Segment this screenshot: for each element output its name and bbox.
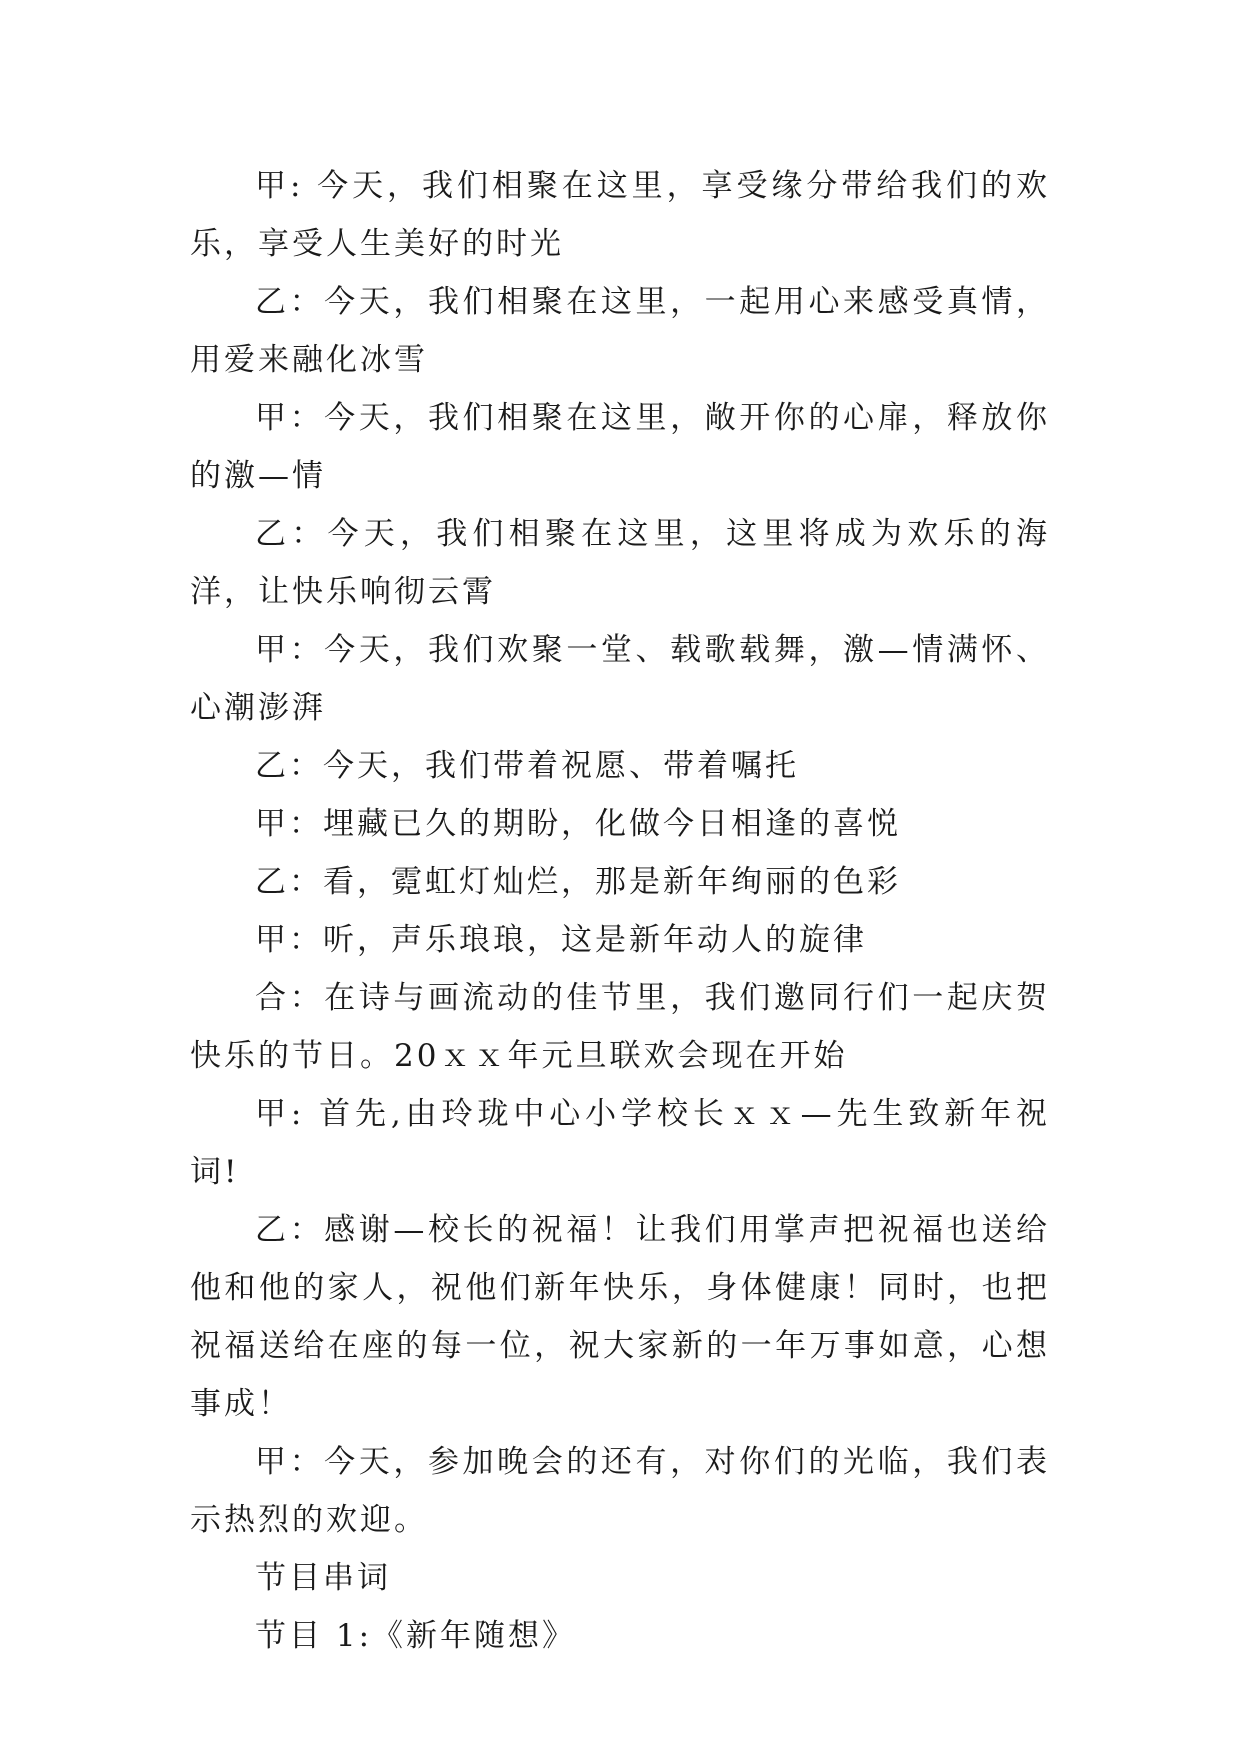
dialogue-line: 甲: 今天，我们相聚在这里，享受缘分带给我们的欢乐，享受人生美好的时光 bbox=[190, 168, 1050, 262]
dialogue-line: 乙：看，霓虹灯灿烂，那是新年绚丽的色彩 bbox=[255, 864, 901, 900]
dialogue-line: 甲：今天，参加晚会的还有，对你们的光临，我们表示热烈的欢迎。 bbox=[190, 1444, 1050, 1538]
dialogue-line: 乙：今天，我们相聚在这里，一起用心来感受真情，用爱来融化冰雪 bbox=[190, 284, 1050, 378]
dialogue-line: 甲：今天，我们欢聚一堂、载歌载舞，激—情满怀、心潮澎湃 bbox=[190, 632, 1050, 726]
dialogue-line: 甲: 首先,由玲珑中心小学校长ｘｘ—先生致新年祝词! bbox=[190, 1096, 1050, 1190]
dialogue-line: 合：在诗与画流动的佳节里，我们邀同行们一起庆贺快乐的节日。20ｘｘ年元旦联欢会现在开始 bbox=[190, 980, 1050, 1074]
section-heading: 节目串词 bbox=[255, 1560, 391, 1596]
dialogue-line: 乙：感谢—校长的祝福！让我们用掌声把祝福也送给他和他的家人，祝他们新年快乐，身体健康！同时，也把祝福送给在座的每一位，祝大家新的一年万事如意，心想事成！ bbox=[190, 1212, 1050, 1422]
dialogue-line: 甲：听，声乐琅琅，这是新年动人的旋律 bbox=[255, 922, 867, 958]
program-item: 节目 1:《新年随想》 bbox=[255, 1618, 577, 1654]
dialogue-line: 乙：今天，我们带着祝愿、带着嘱托 bbox=[255, 748, 799, 784]
document-body bbox=[190, 157, 1050, 1665]
dialogue-line: 甲：埋藏已久的期盼，化做今日相逢的喜悦 bbox=[255, 806, 901, 842]
dialogue-line: 甲：今天，我们相聚在这里，敞开你的心扉，释放你的激—情 bbox=[190, 400, 1050, 494]
dialogue-line: 乙：今天，我们相聚在这里，这里将成为欢乐的海洋，让快乐响彻云霄 bbox=[190, 516, 1050, 610]
